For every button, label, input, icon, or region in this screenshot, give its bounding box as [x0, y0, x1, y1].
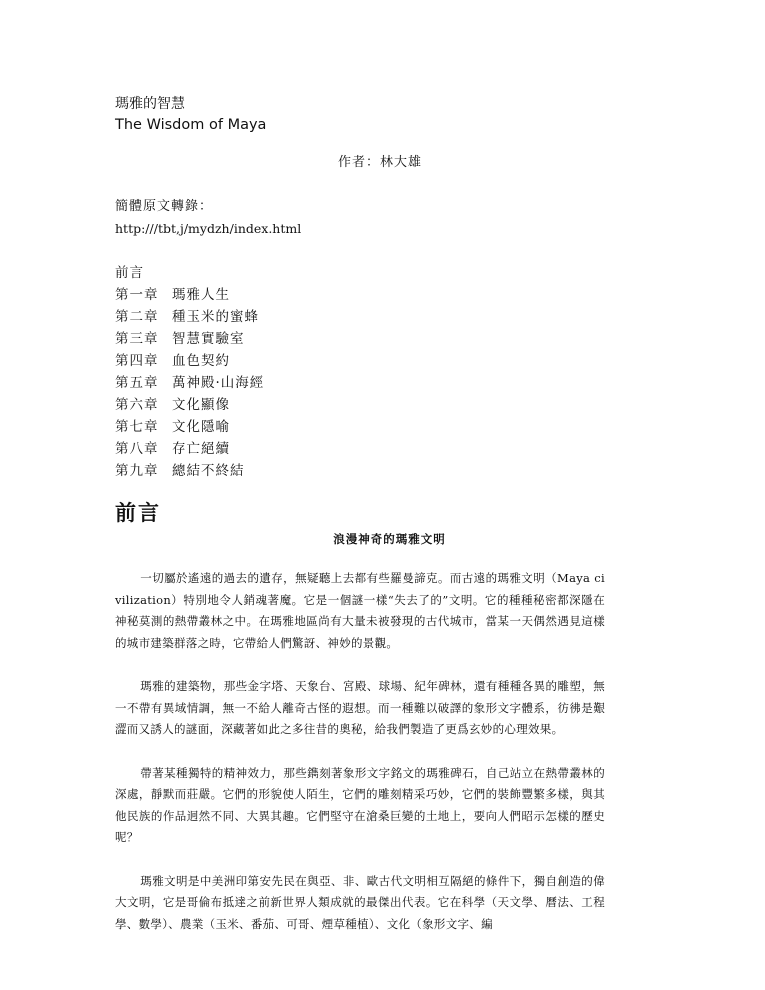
toc-item-chapter-8[interactable]: [115, 439, 264, 461]
toc-item-preface[interactable]: [115, 263, 264, 285]
toc-title: 存亡絕續: [172, 441, 230, 457]
toc-number: 第一章: [115, 287, 159, 303]
preface-heading: 前言: [115, 500, 161, 525]
author-line: 作者：林大雄: [338, 155, 423, 170]
toc-number: 第八章: [115, 441, 159, 457]
toc-item-chapter-6[interactable]: [115, 395, 264, 417]
toc-item-chapter-5[interactable]: [115, 373, 264, 395]
toc-item-chapter-1[interactable]: [115, 285, 264, 307]
toc-item-chapter-7[interactable]: [115, 417, 264, 439]
toc-item-chapter-2[interactable]: [115, 307, 264, 329]
toc-item-chapter-3[interactable]: [115, 329, 264, 351]
title-chinese: 瑪雅的智慧: [115, 96, 185, 112]
toc-number: 第九章: [115, 463, 159, 479]
toc-number: 第四章: [115, 353, 159, 369]
toc-title: 瑪雅人生: [172, 287, 230, 303]
paragraph: 瑪雅的建築物，那些金字塔、天象台、宮殿、球場、紀年碑林，還有種種各異的雕塑，無一不帶有異域情調，無一不給人離奇古怪的遐想。而一種難以破譯的象形文字體系，彷彿是艱澀而又誘人的謎面，深藏著如此之多往昔的奧秘，給我們製造了更爲玄妙的心理效果。: [115, 679, 605, 736]
toc-title: 種玉米的蜜蜂: [172, 309, 259, 325]
toc-title: 血色契約: [172, 353, 230, 369]
toc-item-chapter-4[interactable]: [115, 351, 264, 373]
source-label: 簡體原文轉錄：: [115, 199, 214, 214]
paragraph: 一切屬於遙遠的過去的遺存，無疑聽上去都有些羅曼諦克。而古遠的瑪雅文明（Maya civilization）特別地令人銷魂著魔。它是一個謎一樣“失去了的”文明。它的種種秘密都深隱在神秘莫測的熱帶叢林之中。在瑪雅地區尚有大量未被發現的古代城市，當某一天偶然遇見這樣的城市建築群落之時，它帶給人們驚訝、神妙的景觀。: [115, 571, 605, 650]
toc-number: 第六章: [115, 397, 159, 413]
toc-title: 萬神殿·山海經: [172, 375, 265, 391]
paragraph: 瑪雅文明是中美洲印第安先民在與亞、非、歐古代文明相互隔絕的條件下，獨自創造的偉大文明，它是哥倫布抵達之前新世界人類成就的最傑出代表。它在科學（天文學、曆法、工程學、數學）、農業（玉米、番茄、可哥、煙草種植）、文化（象形文字、編: [115, 873, 605, 931]
table-of-contents: [115, 263, 264, 483]
toc-number: 第三章: [115, 331, 159, 347]
source-url[interactable]: http:///tbt,j/mydzh/index.html: [115, 221, 302, 236]
toc-title: 總結不終結: [172, 463, 245, 479]
toc-number: 第二章: [115, 309, 159, 325]
preface-body: [115, 568, 605, 957]
toc-number: 前言: [115, 265, 144, 281]
preface-subtitle: 浪漫神奇的瑪雅文明: [333, 532, 446, 546]
toc-number: 第五章: [115, 375, 159, 391]
paragraph: 帶著某種獨特的精神效力，那些鐫刻著象形文字銘文的瑪雅碑石，自己站立在熱帶叢林的深處，靜默而莊嚴。它們的形貌使人陌生，它們的雕刻精采巧妙，它們的裝飾豐繁多樣，與其他民族的作品迥然不同、大異其趣。它們堅守在滄桑巨變的土地上，要向人們昭示怎樣的歷史呢？: [115, 765, 605, 844]
toc-item-chapter-9[interactable]: [115, 461, 264, 483]
toc-title: 智慧實驗室: [172, 331, 245, 347]
toc-title: 文化隱喻: [172, 419, 230, 435]
toc-title: 文化顯像: [172, 397, 230, 413]
title-english: The Wisdom of Maya: [115, 117, 267, 133]
toc-number: 第七章: [115, 419, 159, 435]
